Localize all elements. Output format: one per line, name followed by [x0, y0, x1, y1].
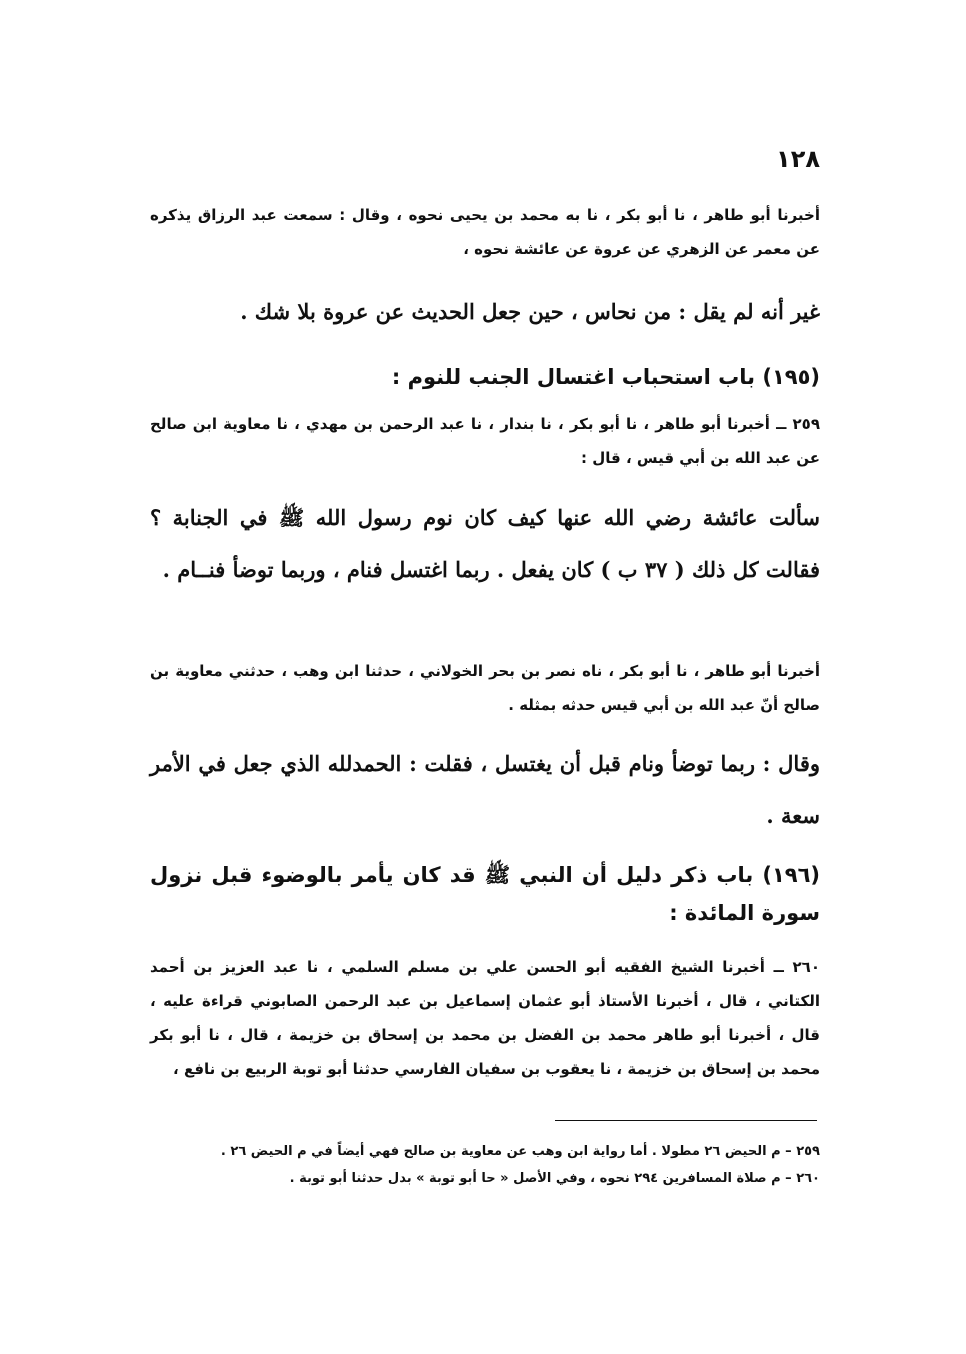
- footnote-rule: [555, 1120, 817, 1121]
- page-number: ١٢٨: [776, 145, 820, 173]
- hadith-259-matn: سألت عائشة رضي الله عنها كيف كان نوم رسول الله ﷺ في الجنابة ؟ فقالت كل ذلك ( ٣٧ ب ) كان يفعل . ربما اغتسل فنام ، وربما توضأ فنــام .: [150, 505, 820, 582]
- hadith-259-isnad: ٢٥٩ ــ أخبرنا أبو طاهر ، نا أبو بكر ، نا بندار ، نا عبد الرحمن بن مهدي ، نا معاوية ابن صالح عن عبد الله بن أبي قيس ، قال :: [150, 415, 820, 467]
- footnote-259: ٢٥٩ – م الحيض ٢٦ مطولا . أما رواية ابن وهب عن معاوية بن صالح فهي أيضاً في م الحيض ٢٦ .: [220, 1144, 820, 1159]
- footnote-260: ٢٦٠ – م صلاة المسافرين ٢٩٤ نحوه ، وفي الأصل « حا أبو توبة » بدل حدثنا أبو توبة .: [289, 1171, 820, 1186]
- isnad-paragraph-3: أخبرنا أبو طاهر ، نا أبو بكر ، ناه نصر بن بحر الخولاني ، حدثنا ابن وهب ، حدثني معاوية بن صالح أنّ عبد الله بن أبي قيس حدثه بمثله .: [150, 662, 820, 714]
- chapter-heading-195: (١٩٥) باب استحباب اغتسال الجنب للنوم :: [391, 365, 820, 389]
- matn-paragraph-3: وقال : ربما توضأ ونام قبل أن يغتسل ، فقلت : الحمدلله الذي جعل في الأمر سعة .: [150, 751, 820, 828]
- matn-paragraph-1: غير أنه لم يقل : من نحاس ، حين جعل الحديث عن عروة بلا شك .: [240, 299, 820, 324]
- hadith-260-isnad: ٢٦٠ ــ أخبرنا الشيخ الفقيه أبو الحسن علي بن مسلم السلمي ، نا عبد العزيز بن أحمد الكتاني ، قال ، أخبرنا الأستاذ أبو عثمان إسماعيل بن عبد الرحمن الصابوني قراءة عليه ، قال ، أخبرنا أبو طاهر محمد بن الفضل بن محمد بن إسحاق بن خزيمة ، قال ، نا أبو بكر محمد بن إسحاق بن خزيمة ، نا يعقوب بن سفيان الفارسي حدثنا أبو توبة الربيع بن نافع ،: [150, 958, 820, 1078]
- footnotes: [150, 1138, 820, 1192]
- isnad-paragraph-1: أخبرنا أبو طاهر ، نا أبو بكر ، نا به محمد بن يحيى نحوه ، وقال : سمعت عبد الرزاق يذكره عن معمر عن الزهري عن عروة عن عائشة نحوه ،: [150, 206, 820, 258]
- chapter-heading-196: (١٩٦) باب ذكر دليل أن النبي ﷺ قد كان يأمر بالوضوء قبل نزول سورة المائدة :: [150, 863, 820, 925]
